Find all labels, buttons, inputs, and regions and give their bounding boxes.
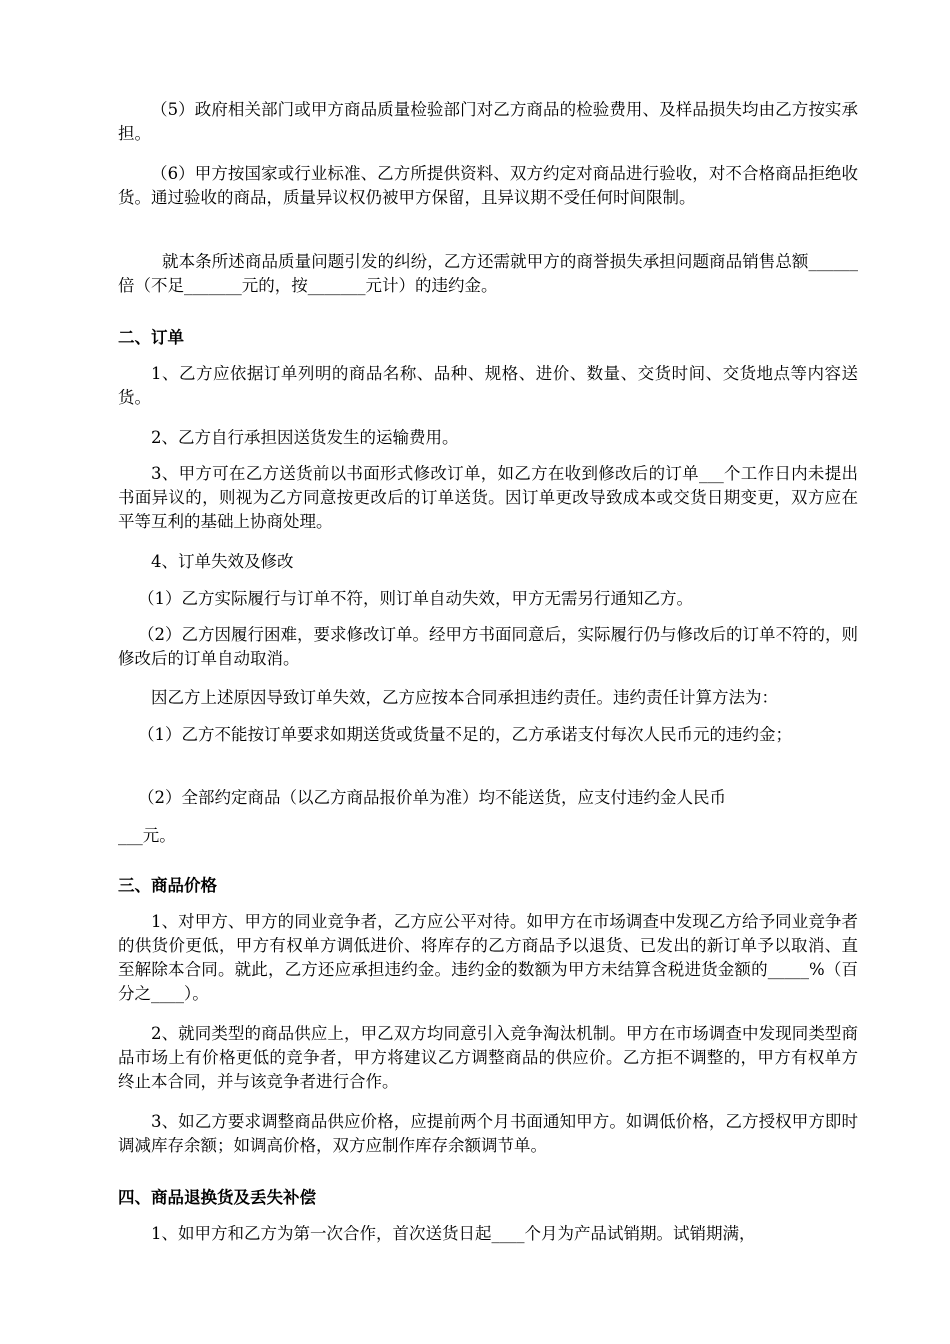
pricing-item-3: 3、如乙方要求调整商品供应价格，应提前两个月书面通知甲方。如调低价格，乙方授权甲方即时调减库存余额；如调高价格，双方应制作库存余额调节单。 [118,1112,858,1155]
orders-breach-2-amount: ___元。 [118,826,176,845]
section-heading-pricing: 三、商品价格 [118,876,217,895]
orders-item-4: 4、订单失效及修改 [151,552,294,571]
orders-breach-1: （1）乙方不能按订单要求如期送货或货量不足的，乙方承诺支付每次人民币元的违约金； [138,725,792,744]
orders-item-4-1: （1）乙方实际履行与订单不符，则订单自动失效，甲方无需另行通知乙方。 [138,589,693,608]
orders-breach-2: （2）全部约定商品（以乙方商品报价单为准）均不能送货，应支付违约金人民币 [138,788,726,807]
quality-dispute-penalty: 就本条所述商品质量问题引发的纠纷，乙方还需就甲方的商誉损失承担问题商品销售总额______倍（不足_______元的，按_______元计）的违约金。 [118,252,858,295]
orders-item-3: 3、甲方可在乙方送货前以书面形式修改订单，如乙方在收到修改后的订单___个工作日内未提出书面异议的，则视为乙方同意按更改后的订单送货。因订单更改导致成本或交货日期变更，双方应在平等互利的基础上协商处理。 [118,464,858,531]
returns-item-1: 1、如甲方和乙方为第一次合作，首次送货日起____个月为产品试销期。试销期满， [151,1224,756,1243]
orders-breach-intro: 因乙方上述原因导致订单失效，乙方应按本合同承担违约责任。违约责任计算方法为： [151,688,778,707]
clause-5-inspection-cost: （5）政府相关部门或甲方商品质量检验部门对乙方商品的检验费用、及样品损失均由乙方按实承担。 [118,100,858,143]
clause-6-acceptance: （6）甲方按国家或行业标准、乙方所提供资料、双方约定对商品进行验收，对不合格商品拒绝收货。通过验收的商品，质量异议权仍被甲方保留，且异议期不受任何时间限制。 [118,164,858,207]
pricing-item-1: 1、对甲方、甲方的同业竞争者，乙方应公平对待。如甲方在市场调查中发现乙方给予同业竞争者的供货价更低，甲方有权单方调低进价、将库存的乙方商品予以退货、已发出的新订单予以取消、直至解除本合同。就此，乙方还应承担违约金。违约金的数额为甲方未结算含税进货金额的_____%（百分之____）。 [118,912,858,1003]
orders-item-2: 2、乙方自行承担因送货发生的运输费用。 [151,428,459,447]
orders-item-4-2: （2）乙方因履行困难，要求修改订单。经甲方书面同意后，实际履行仍与修改后的订单不符的，则修改后的订单自动取消。 [118,625,858,668]
section-heading-orders: 二、订单 [118,328,184,347]
pricing-item-2: 2、就同类型的商品供应上，甲乙双方均同意引入竞争淘汰机制。甲方在市场调查中发现同类型商品市场上有价格更低的竞争者，甲方将建议乙方调整商品的供应价。乙方拒不调整的，甲方有权单方终止本合同，并与该竞争者进行合作。 [118,1024,858,1091]
orders-item-1: 1、乙方应依据订单列明的商品名称、品种、规格、进价、数量、交货时间、交货地点等内容送货。 [118,364,858,407]
section-heading-returns: 四、商品退换货及丢失补偿 [118,1188,316,1207]
